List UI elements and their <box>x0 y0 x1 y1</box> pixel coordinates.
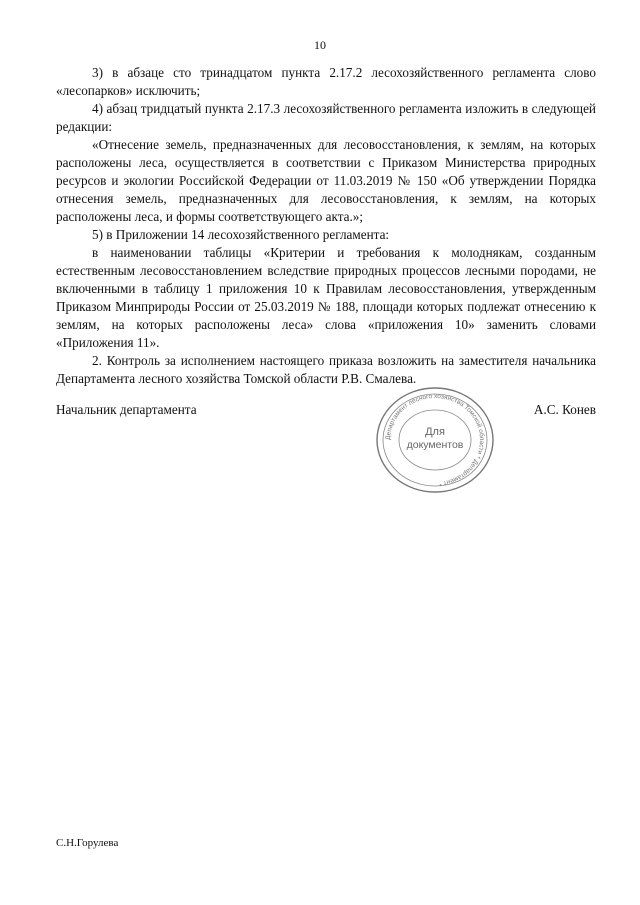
paragraph-item-3: 3) в абзаце сто тринадцатом пункта 2.17.2 лесохозяйственного регламента слово «лесопарков» исключить; <box>56 65 596 98</box>
official-stamp <box>374 385 496 495</box>
executor-name: С.Н.Горулева <box>56 837 119 849</box>
signature-name: А.С. Конев <box>533 402 596 417</box>
signature-title: Начальник департамента <box>56 402 197 417</box>
paragraph-new-wording: «Отнесение земель, предназначенных для лесовосстановления, к землям, на которых расположены леса, осуществляется в соответствии с Приказом Министерства природных ресурсов и экологии Российской Федерации от 11.03.2019 № 150 «Об утверждении Порядка отнесения земель, предназначенных для лесовосстановления, к землям, на которых расположены леса, и формы соответствующего акта.»; <box>56 137 596 224</box>
stamp-ring-text: Департамент лесного хозяйства Томской области * Департамент * <box>384 392 486 487</box>
paragraph-control: 2. Контроль за исполнением настоящего приказа возложить на заместителя начальника Департамента лесного хозяйства Томской области Р.В. Смалева. <box>56 353 596 386</box>
stamp-center-line1: Для <box>425 426 445 438</box>
document-body <box>56 64 596 388</box>
paragraph-item-5: 5) в Приложении 14 лесохозяйственного регламента: <box>92 227 390 242</box>
paragraph-item-4: 4) абзац тридцатый пункта 2.17.3 лесохозяйственного регламента изложить в следующей редакции: <box>56 101 596 134</box>
page-number: 10 <box>314 38 326 52</box>
paragraph-table-rename: в наименовании таблицы «Критерии и требования к молоднякам, созданным естественным лесовосстановлением вследствие природных процессов лесными породами, не включенными в таблицу 1 приложения 10 к Правилам лесовосстановления, утвержденным Приказом Минприроды России от 25.03.2019 № 188, площади которых подлежат отнесению к землям, на которых расположены леса» слова «приложения 10» заменить словами «Приложения 11». <box>56 245 596 350</box>
stamp-center-line2: документов <box>406 439 464 451</box>
stamp-seal-icon <box>374 385 496 495</box>
